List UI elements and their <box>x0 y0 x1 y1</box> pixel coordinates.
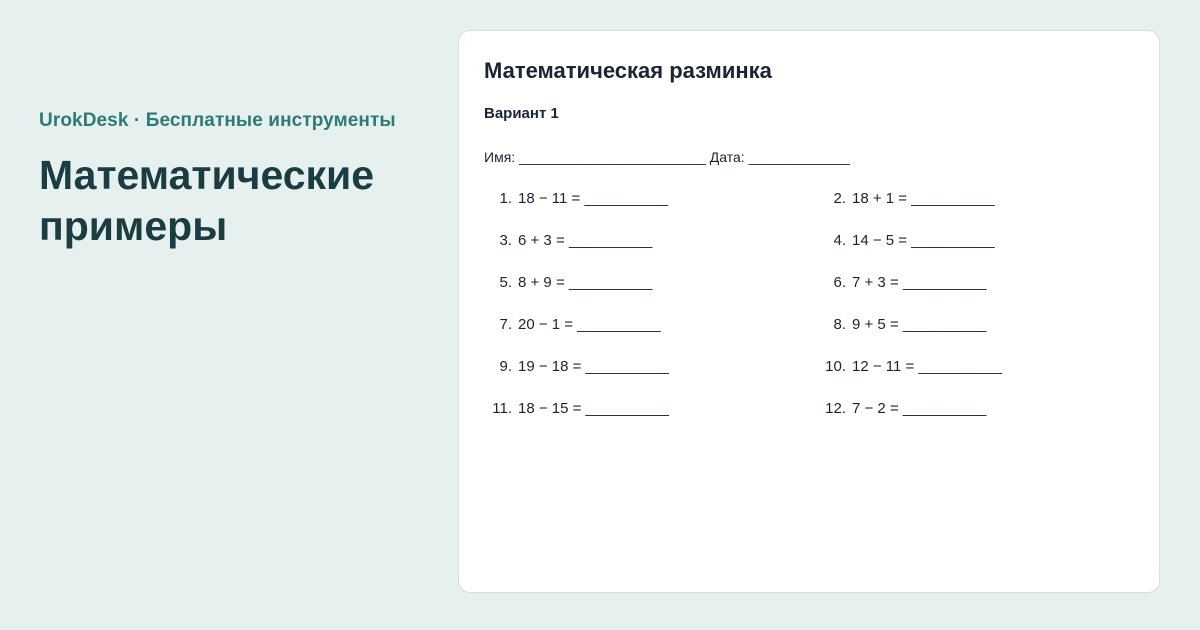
problem-number: 12. <box>825 400 846 417</box>
problem-text: 19 − 18 = __________ <box>518 358 669 375</box>
worksheet-title: Математическая разминка <box>484 58 772 83</box>
problem-number: 3. <box>499 232 512 249</box>
problem-number: 11. <box>492 400 512 417</box>
problem-text: 7 + 3 = __________ <box>852 274 987 291</box>
problem-item <box>818 231 1144 251</box>
problem-number: 8. <box>833 316 846 333</box>
problem-item <box>818 357 1144 377</box>
problem-item <box>818 273 1144 293</box>
problems-grid <box>484 189 1144 419</box>
worksheet-card <box>458 30 1160 593</box>
worksheet-variant: Вариант 1 <box>484 105 559 122</box>
name-date-line: Имя: ________________________ Дата: _____________ <box>484 149 850 165</box>
problem-number: 5. <box>499 274 512 291</box>
problem-number: 9. <box>499 358 512 375</box>
problem-item <box>484 273 818 293</box>
problem-number: 1. <box>499 190 512 207</box>
hero-section <box>39 108 439 252</box>
problem-text: 8 + 9 = __________ <box>518 274 653 291</box>
problem-number: 10. <box>825 358 846 375</box>
problem-item <box>484 399 818 419</box>
problem-number: 4. <box>833 232 846 249</box>
problem-item <box>818 399 1144 419</box>
problem-number: 7. <box>499 316 512 333</box>
problem-item <box>484 189 818 209</box>
problem-text: 18 + 1 = __________ <box>852 190 995 207</box>
problem-text: 12 − 11 = __________ <box>852 358 1002 375</box>
brand-tagline: UrokDesk · Бесплатные инструменты <box>39 110 396 131</box>
problem-item <box>818 315 1144 335</box>
problem-item <box>484 231 818 251</box>
problem-text: 14 − 5 = __________ <box>852 232 995 249</box>
problem-text: 20 − 1 = __________ <box>518 316 661 333</box>
problem-number: 2. <box>833 190 846 207</box>
problem-item <box>484 315 818 335</box>
problem-text: 6 + 3 = __________ <box>518 232 653 249</box>
hero-title: Математические примеры <box>39 152 375 249</box>
problem-text: 7 − 2 = __________ <box>852 400 987 417</box>
problem-item <box>818 189 1144 209</box>
problem-text: 18 − 11 = __________ <box>518 190 668 207</box>
problem-item <box>484 357 818 377</box>
problem-text: 18 − 15 = __________ <box>518 400 669 417</box>
problem-text: 9 + 5 = __________ <box>852 316 987 333</box>
problem-number: 6. <box>833 274 846 291</box>
